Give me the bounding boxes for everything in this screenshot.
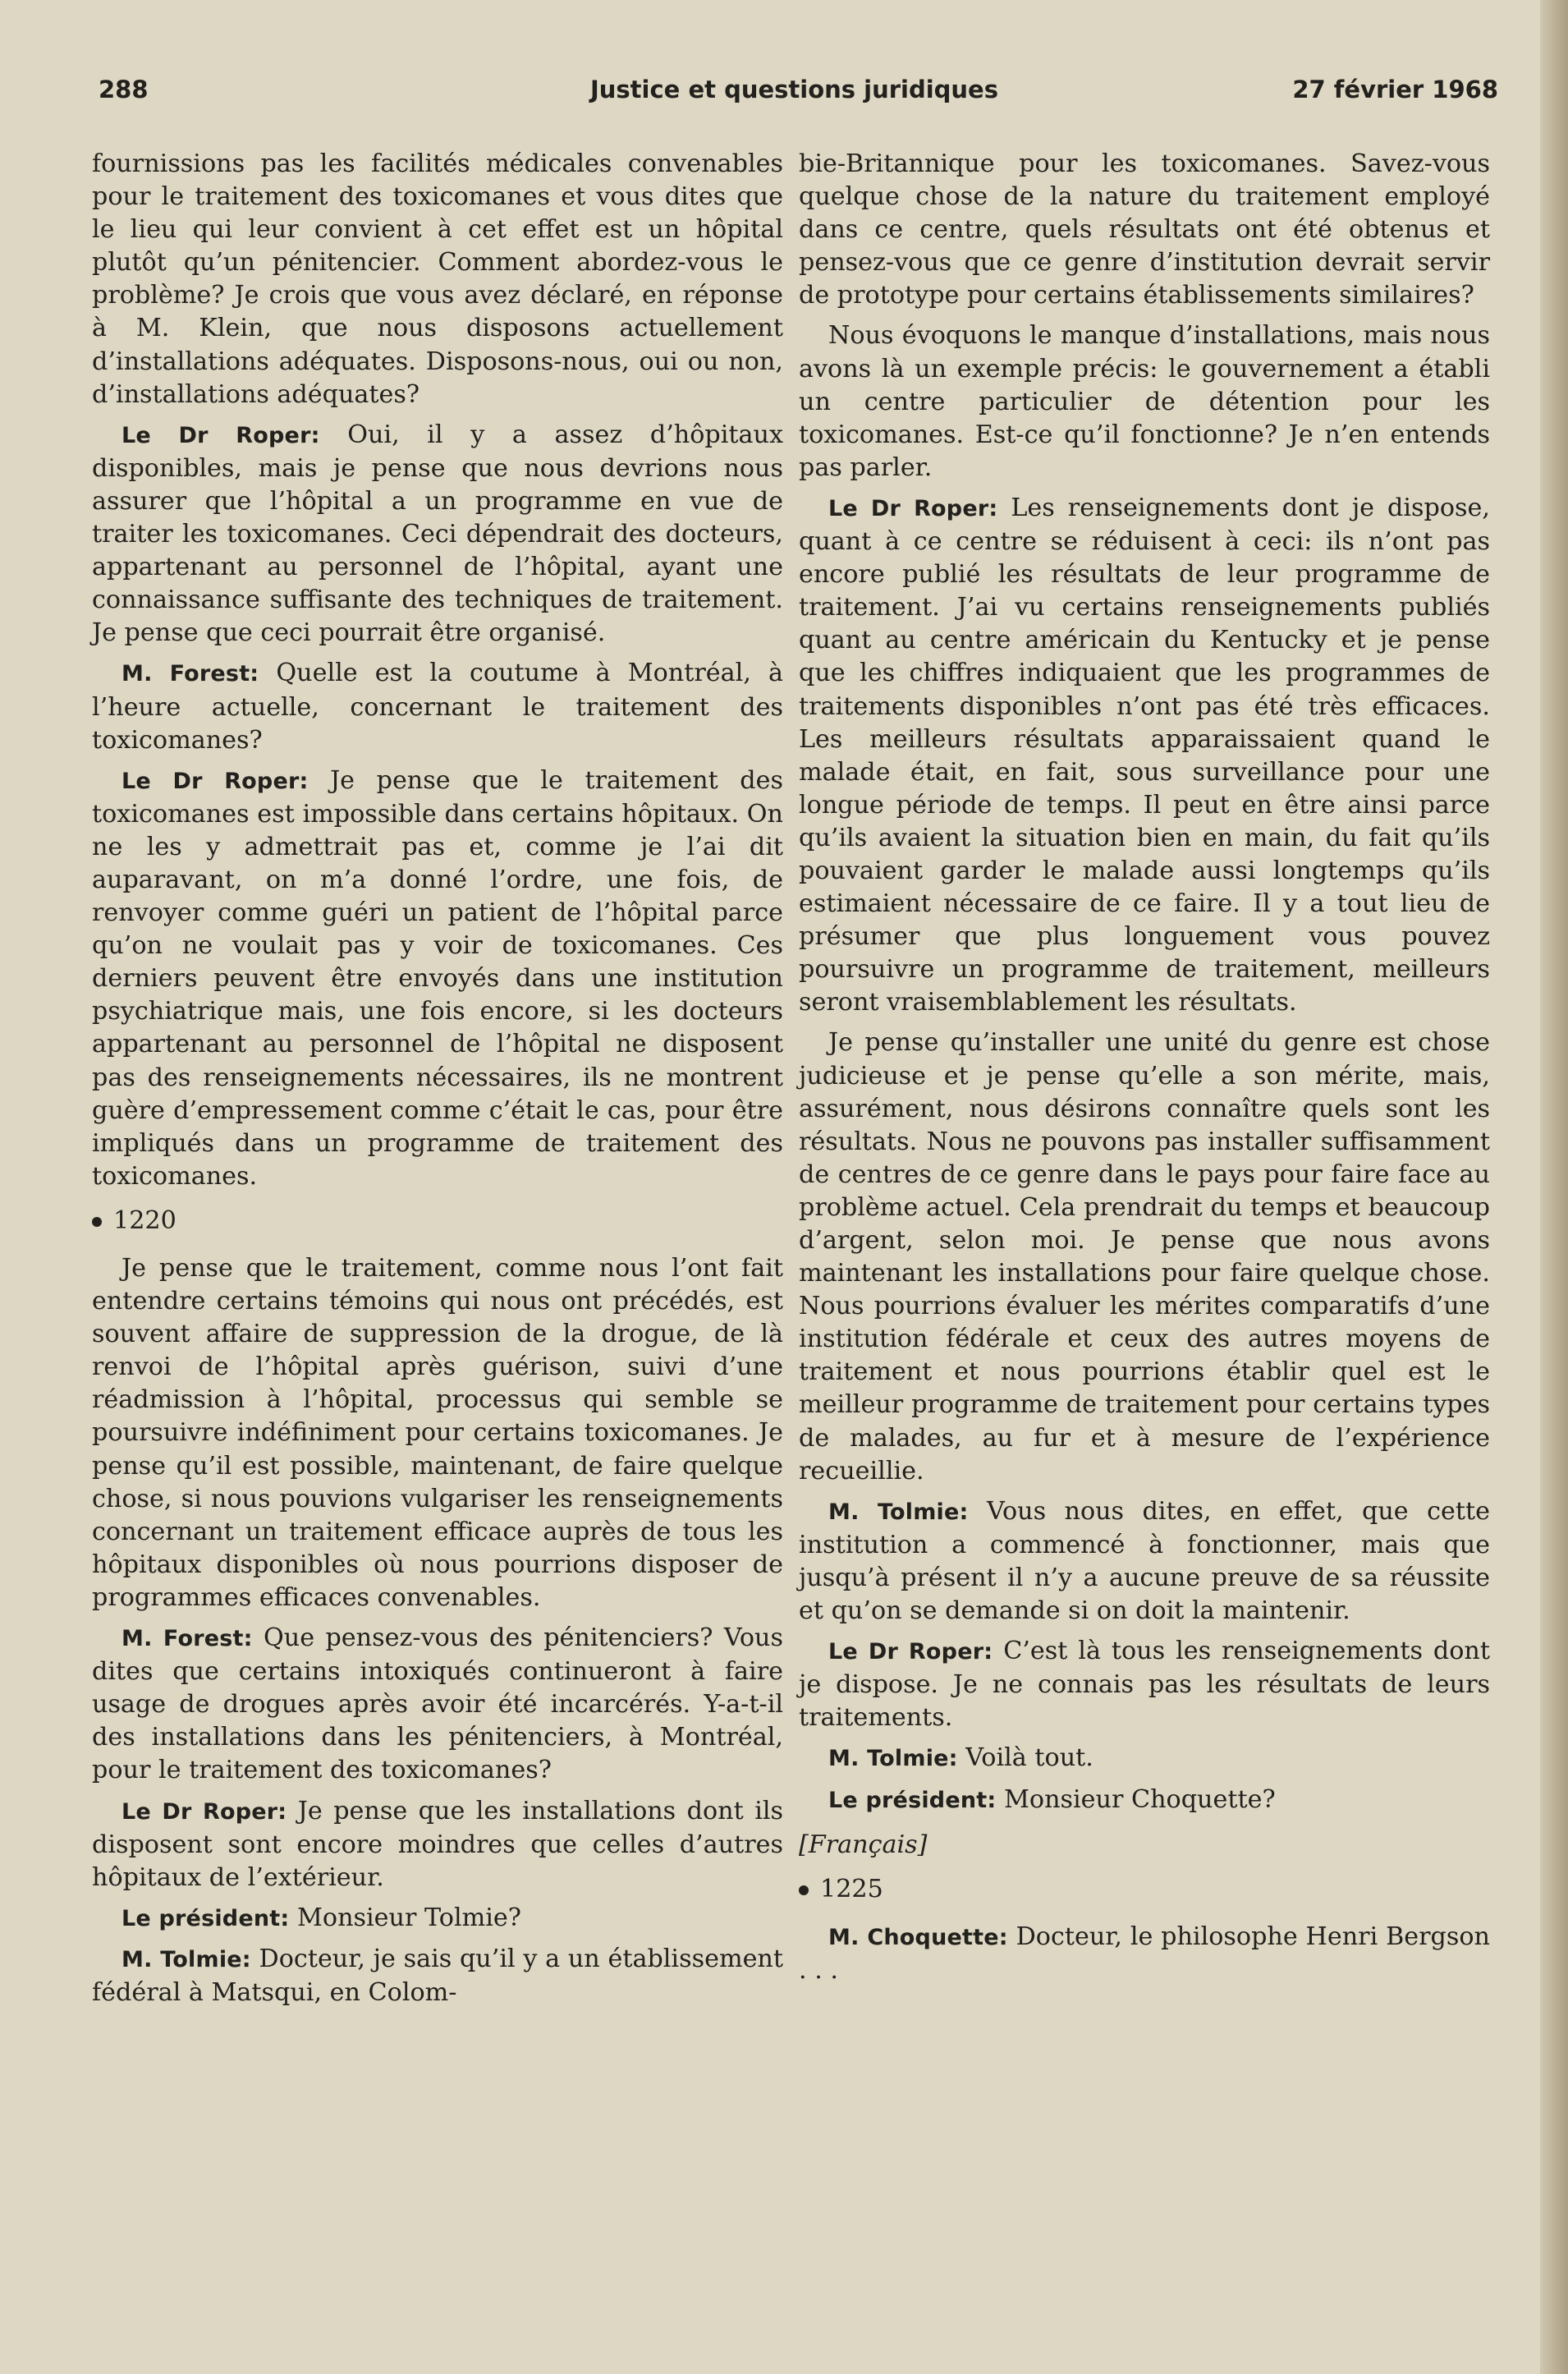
paragraph-text: Docteur, le philosophe Henri Bergson . . . — [799, 1922, 1490, 1985]
transcript-paragraph — [799, 1495, 1490, 1628]
speaker-name: M. Forest: — [121, 1626, 253, 1652]
transcript-paragraph — [799, 319, 1490, 484]
speaker-name: Le président: — [121, 1905, 290, 1931]
transcript-paragraph — [799, 1026, 1490, 1487]
paragraph-text: Monsieur Choquette? — [1003, 1784, 1276, 1814]
paragraph-text: Voilà tout. — [965, 1743, 1093, 1773]
bullet-icon — [92, 1217, 102, 1227]
speaker-name: M. Tolmie: — [828, 1746, 958, 1772]
transcript-paragraph — [92, 1622, 783, 1787]
paragraph-text: bie-Britannique pour les toxicomanes. Savez-vous quelque chose de la nature du traitement employé dans ce centre, quels résultats ont été obtenus et pensez-vous que ce genre d’institution devrait servir de prototype pour certains établissements similaires? — [799, 149, 1490, 310]
paragraph-text: Docteur, je sais qu’il y a un établissement fédéral à Matsqui, en Colom- — [92, 1944, 784, 2007]
running-header — [90, 76, 1498, 125]
speaker-name: M. Tolmie: — [828, 1499, 969, 1525]
time-marker-text: 1220 — [113, 1205, 177, 1235]
transcript-paragraph — [92, 148, 783, 411]
speaker-name: M. Choquette: — [828, 1924, 1008, 1950]
paragraph-text: C’est là tous les renseignements dont je dispose. Je ne connais pas les résultats de leurs traitements. — [799, 1637, 1490, 1733]
speaker-name: M. Tolmie: — [121, 1946, 251, 1972]
left-column — [92, 148, 783, 2017]
page-number: 288 — [99, 76, 149, 103]
paragraph-text: Monsieur Tolmie? — [296, 1903, 521, 1932]
paragraph-text: Je pense qu’installer une unité du genre est chose judicieuse et je pense qu’elle a son mérite, mais, assurément, nous désirons connaître quels sont les résultats. Nous ne pouvons pas installer suffisamment de centres de ce genre dans le pays pour faire face au problème actuel. Cela prendrait du temps et beaucoup d’argent, selon moi. Je pense que nous avons maintenant les installations pour faire quelque chose. Nous pourrions évaluer les mérites comparatifs d’une institution fédérale et ceux des autres moyens de traitement et nous pourrions établir quel est le meilleur programme de traitement pour certains types de malades, au fur et à mesure de l’expérience recueillie. — [799, 1028, 1490, 1485]
time-marker-text: 1225 — [820, 1874, 883, 1903]
transcript-paragraph — [92, 765, 783, 1193]
running-title: Justice et questions juridiques — [589, 76, 998, 103]
speaker-name: M. Forest: — [121, 661, 259, 687]
paragraph-text: Je pense que le traitement, comme nous l’ont fait entendre certains témoins qui nous ont précédés, est souvent affaire de suppression de la drogue, de là renvoi de l’hôpital après guérison, suivi d’une réadmission à l’hôpital, processus qui semble se poursuivre indéfiniment pour certains toxicomanes. Je pense qu’il est possible, maintenant, de faire quelque chose, si nous pouvions vulgariser les renseignements concernant un traitement efficace auprès de tous les hôpitaux disponibles où nous pourrions disposer de programmes efficaces convenables. — [92, 1254, 783, 1612]
paragraph-text: fournissions pas les facilités médicales convenables pour le traitement des toxicomanes et vous dites que le lieu qui leur convient à cet effet est un hôpital plutôt qu’un pénitencier. Comment abordez-vous le problème? Je crois que vous avez déclaré, en réponse à M. Klein, que nous disposons actuellement d’installations adéquates. Disposons-nous, oui ou non, d’installations adéquates? — [92, 149, 783, 409]
paragraph-text: Je pense que les installations dont ils disposent sont encore moindres que celles d’autres hôpitaux de l’extérieur. — [92, 1796, 783, 1892]
transcript-paragraph — [92, 1902, 783, 1935]
transcript-paragraph — [799, 1635, 1490, 1734]
transcript-paragraph — [799, 1742, 1490, 1775]
right-column — [799, 148, 1490, 1995]
paragraph-text: Que pensez-vous des pénitenciers? Vous dites que certains intoxiqués continueront à faire usage de drogues après avoir été incarcérés. Y-a-t-il des installations dans les pénitenciers, à Montréal, pour le traitement des toxicomanes? — [92, 1623, 783, 1785]
transcript-paragraph — [799, 148, 1490, 312]
transcript-paragraph — [799, 1784, 1490, 1817]
paragraph-text: Quelle est la coutume à Montréal, à l’heure actuelle, concernant le traitement des toxicomanes? — [92, 659, 783, 755]
paragraph-text: Je pense que le traitement des toxicomanes est impossible dans certains hôpitaux. On ne les y admettrait pas et, comme je l’ai dit auparavant, on m’a donné l’ordre, une fois, de renvoyer comme guéri un patient de l’hôpital parce qu’on ne voulait pas y voir de toxicomanes. Ces derniers peuvent être envoyés dans une institution psychiatrique mais, une fois encore, si les docteurs appartenant au personnel de l’hôpital ne disposent pas des renseignements nécessaires, ils ne montrent guère d’empressement comme c’était le cas, pour être impliqués dans un programme de traitement des toxicomanes. — [92, 765, 783, 1191]
transcript-paragraph — [92, 657, 783, 756]
speaker-name: Le Dr Roper: — [121, 422, 320, 448]
language-note: [Français] — [799, 1830, 928, 1859]
transcript-paragraph — [92, 419, 783, 650]
transcript-paragraph — [92, 1795, 783, 1894]
speaker-name: Le Dr Roper: — [121, 768, 309, 794]
paragraph-text: Vous nous dites, en effet, que cette institution a commencé à fonctionner, mais que jusqu’à présent il n’y a aucune preuve de sa réussite et qu’on se demande si on doit la maintenir. — [799, 1496, 1490, 1626]
bullet-icon — [799, 1885, 809, 1895]
time-marker — [799, 1873, 1490, 1906]
transcript-paragraph — [92, 1943, 783, 2009]
header-date: 27 février 1968 — [1292, 76, 1498, 103]
transcript-paragraph — [92, 1252, 783, 1614]
speaker-name: Le Dr Roper: — [121, 1798, 287, 1825]
page-edge — [1540, 0, 1568, 2374]
transcript-paragraph — [799, 1921, 1490, 1987]
speaker-name: Le Dr Roper: — [828, 1639, 993, 1665]
speaker-name: Le Dr Roper: — [828, 495, 998, 521]
speaker-name: Le président: — [828, 1787, 997, 1813]
paragraph-text: Nous évoquons le manque d’installations, mais nous avons là un exemple précis: le gouvernement a établi un centre particulier de détention pour les toxicomanes. Est-ce qu’il fonctionne? Je n’en entends pas parler. — [799, 321, 1490, 482]
time-marker — [92, 1205, 783, 1238]
paragraph-text: Les renseignements dont je dispose, quant à ce centre se réduisent à ceci: ils n’ont pas encore publié les résultats de leur programme de traitement. J’ai vu certains renseignements publiés quant au centre américain du Kentucky et je pense que les chiffres indiquaient que les programmes de traitements disponibles n’ont pas été très efficaces. Les meilleurs résultats apparaissaient quand le malade était, en fait, sous surveillance pour une longue période de temps. Il peut en être ainsi parce qu’ils avaient la situation bien en main, du fait qu’ils pouvaient garder le malade aussi longtemps qu’ils estimaient nécessaire de ce faire. Il y a tout lieu de présumer que plus longuement vous pouvez poursuivre un programme de traitement, meilleurs seront vraisemblablement les résultats. — [799, 493, 1490, 1017]
transcript-paragraph — [799, 492, 1490, 1020]
paragraph-text: Oui, il y a assez d’hôpitaux disponibles, mais je pense que nous devrions nous assurer que l’hôpital a un programme en vue de traiter les toxicomanes. Ceci dépendrait des docteurs, appartenant au personnel de l’hôpital, ayant une connaissance suffisante des techniques de traitement. Je pense que ceci pourrait être organisé. — [92, 420, 783, 648]
